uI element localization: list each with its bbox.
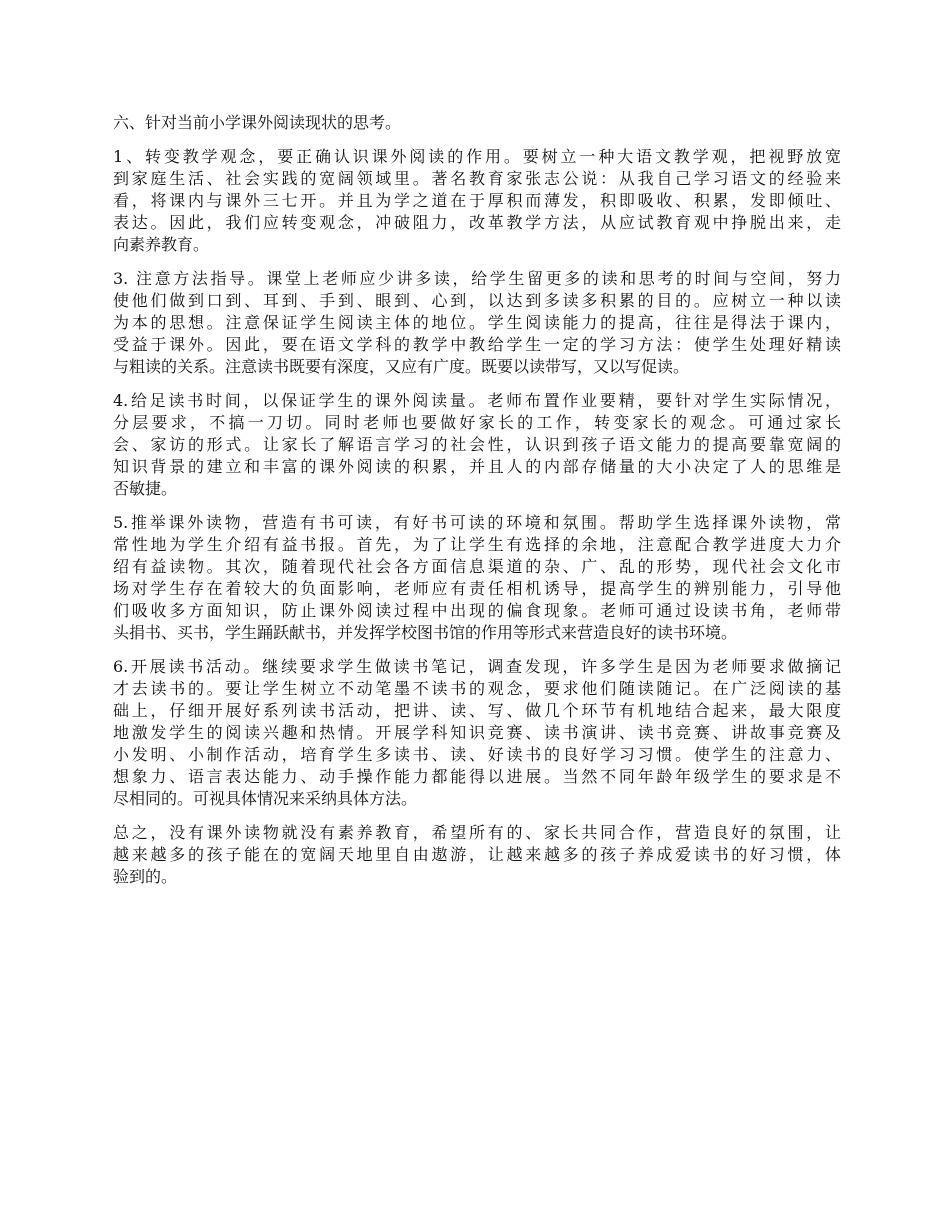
paragraph-line: 场对学生存在着较大的负面影响，老师应有责任相机诱导，提高学生的辨别能力，引导他	[113, 579, 841, 598]
paragraph-line: 向素养教育。	[113, 235, 210, 254]
paragraph	[113, 390, 841, 500]
paragraph-line: 才去读书的。要让学生树立不动笔墨不读书的观念，要求他们随读随记。在广泛阅读的基	[113, 679, 841, 698]
paragraph-line: 表达。因此，我们应转变观念，冲破阻力，改革教学方法，从应试教育观中挣脱出来，走	[113, 213, 841, 232]
paragraph-line: 们吸收多方面知识，防止课外阅读过程中出现的偏食现象。老师可通过设读书角，老师带	[113, 601, 841, 620]
paragraph-line: 6.开展读书活动。继续要求学生做读书笔记，调查发现，许多学生是因为老师要求做摘记	[113, 657, 841, 676]
paragraph-line: 验到的。	[113, 867, 178, 886]
paragraph-line: 总之，没有课外读物就没有素养教育，希望所有的、家长共同合作，营造良好的氛围，让	[113, 823, 841, 842]
paragraph-line: 到家庭生活、社会实践的宽阔领域里。著名教育家张志公说：从我自己学习语文的经验来	[113, 169, 841, 188]
paragraph	[113, 822, 841, 888]
paragraph-line: 头捐书、买书，学生踊跃献书，并发挥学校图书馆的作用等形式来营造良好的读书环境。	[113, 623, 738, 642]
paragraph-line: 越来越多的孩子能在的宽阔天地里自由遨游，让越来越多的孩子养成爱读书的好习惯，体	[113, 845, 841, 864]
paragraph-line: 想象力、语言表达能力、动手操作能力都能得以进展。当然不同年龄年级学生的要求是不	[113, 767, 841, 786]
paragraph-line: 尽相同的。可视具体情况来采纳具体方法。	[113, 789, 418, 808]
document-body	[113, 112, 841, 900]
paragraph	[113, 656, 841, 810]
section-heading: 六、针对当前小学课外阅读现状的思考。	[113, 113, 402, 132]
paragraph-line: 常性地为学生介绍有益书报。首先，为了让学生有选择的余地，注意配合教学进度大力介	[113, 535, 841, 554]
paragraph-line: 受益于课外。因此，要在语文学科的教学中教给学生一定的学习方法：使学生处理好精读	[113, 335, 841, 354]
paragraph-line: 为本的思想。注意保证学生阅读主体的地位。学生阅读能力的提高，往往是得法于课内，	[113, 313, 841, 332]
paragraph-line: 3. 注意方法指导。课堂上老师应少讲多读，给学生留更多的读和思考的时间与空间，努力	[113, 269, 841, 288]
paragraph-line: 知识背景的建立和丰富的课外阅读的积累，并且人的内部存储量的大小决定了人的思维是	[113, 457, 841, 476]
paragraph	[113, 146, 841, 256]
paragraph-line: 使他们做到口到、耳到、手到、眼到、心到，以达到多读多积累的目的。应树立一种以读	[113, 291, 841, 310]
paragraph-line: 会、家访的形式。让家长了解语言学习的社会性，认识到孩子语文能力的提高要靠宽阔的	[113, 435, 841, 454]
paragraph-line: 1、转变教学观念，要正确认识课外阅读的作用。要树立一种大语文教学观，把视野放宽	[113, 147, 841, 166]
paragraph-line: 绍有益读物。其次，随着现代社会各方面信息渠道的杂、广、乱的形势，现代社会文化市	[113, 557, 841, 576]
paragraph-line: 地激发学生的阅读兴趣和热情。开展学科知识竞赛、读书演讲、读书竞赛、讲故事竞赛及	[113, 723, 841, 742]
paragraph-line: 小发明、小制作活动，培育学生多读书、读、好读书的良好学习习惯。使学生的注意力、	[113, 745, 841, 764]
paragraph-line: 分层要求，不搞一刀切。同时老师也要做好家长的工作，转变家长的观念。可通过家长	[113, 413, 841, 432]
paragraph	[113, 512, 841, 644]
paragraph-line: 看，将课内与课外三七开。并且为学之道在于厚积而薄发，积即吸收、积累，发即倾吐、	[113, 191, 841, 210]
paragraph-line: 4.给足读书时间，以保证学生的课外阅读量。老师布置作业要精，要针对学生实际情况，	[113, 391, 841, 410]
paragraph-line: 否敏捷。	[113, 479, 178, 498]
paragraph	[113, 268, 841, 378]
paragraph-list	[113, 146, 841, 888]
paragraph-line: 与粗读的关系。注意读书既要有深度，又应有广度。既要以读带写，又以写促读。	[113, 357, 690, 376]
paragraph-line: 5.推举课外读物，营造有书可读，有好书可读的环境和氛围。帮助学生选择课外读物，常	[113, 513, 841, 532]
paragraph-line: 础上，仔细开展好系列读书活动，把讲、读、写、做几个环节有机地结合起来，最大限度	[113, 701, 841, 720]
